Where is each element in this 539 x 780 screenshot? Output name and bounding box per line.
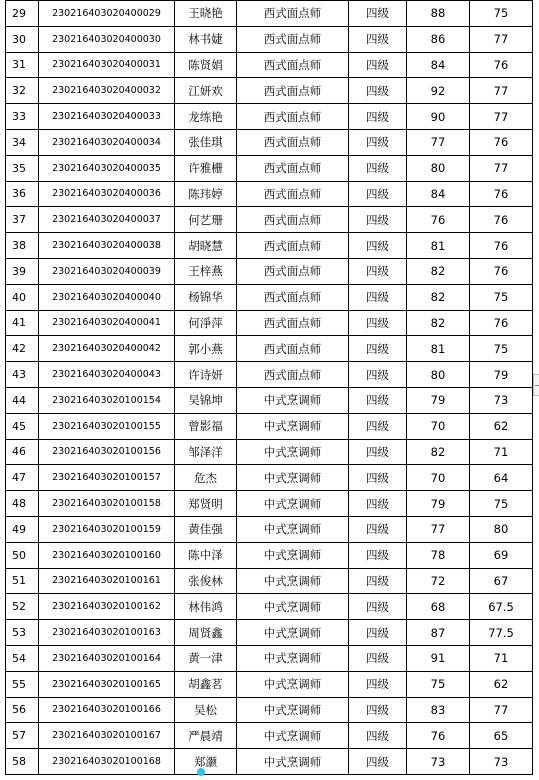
name-cell[interactable]: 严晨靖 [175,723,237,749]
table-row [6,723,533,749]
name-cell[interactable]: 陈中泽 [175,542,237,568]
exam-id-cell[interactable]: 230216403020400042 [39,336,175,362]
theory-score-cell[interactable]: 82 [407,258,470,284]
occupation-cell[interactable]: 中式烹调师 [237,439,349,465]
table-row [6,129,533,155]
theory-score-cell[interactable]: 76 [407,723,470,749]
occupation-cell[interactable]: 西式面点师 [237,362,349,388]
exam-id-cell[interactable]: 230216403020400033 [39,104,175,130]
exam-id-cell[interactable]: 230216403020400041 [39,310,175,336]
table-row [6,155,533,181]
level-cell[interactable]: 四级 [349,129,407,155]
seq-cell[interactable]: 51 [6,568,39,594]
seq-cell[interactable]: 42 [6,336,39,362]
skill-score-cell[interactable]: 77.5 [470,620,533,646]
occupation-cell[interactable]: 中式烹调师 [237,594,349,620]
table-row [6,26,533,52]
table-row [6,362,533,388]
table-row [6,284,533,310]
seq-cell[interactable]: 45 [6,413,39,439]
seq-cell[interactable]: 38 [6,233,39,259]
level-cell[interactable]: 四级 [349,465,407,491]
score-table-body [6,1,533,775]
seq-cell[interactable]: 31 [6,52,39,78]
theory-score-cell[interactable]: 78 [407,542,470,568]
theory-score-cell[interactable]: 80 [407,155,470,181]
name-cell[interactable]: 许雅栅 [175,155,237,181]
level-cell[interactable]: 四级 [349,207,407,233]
table-row [6,1,533,27]
theory-score-cell[interactable]: 90 [407,104,470,130]
seq-cell[interactable]: 56 [6,697,39,723]
side-scroll-handle[interactable] [533,374,539,396]
theory-score-cell[interactable]: 70 [407,465,470,491]
name-cell[interactable]: 王晓艳 [175,1,237,27]
theory-score-cell[interactable]: 86 [407,26,470,52]
theory-score-cell[interactable]: 75 [407,671,470,697]
table-row [6,181,533,207]
level-cell[interactable]: 四级 [349,362,407,388]
skill-score-cell[interactable]: 67 [470,568,533,594]
name-cell[interactable]: 王梓燕 [175,258,237,284]
skill-score-cell[interactable]: 75 [470,1,533,27]
exam-id-cell[interactable]: 230216403020100168 [39,749,175,775]
table-row [6,52,533,78]
level-cell[interactable]: 四级 [349,258,407,284]
name-cell[interactable]: 郭小燕 [175,336,237,362]
skill-score-cell[interactable]: 77 [470,155,533,181]
theory-score-cell[interactable]: 83 [407,697,470,723]
theory-score-cell[interactable]: 81 [407,233,470,259]
name-cell[interactable]: 吴锦坤 [175,387,237,413]
name-cell[interactable]: 张佳琪 [175,129,237,155]
table-row [6,439,533,465]
theory-score-cell[interactable]: 84 [407,52,470,78]
level-cell[interactable]: 四级 [349,697,407,723]
table-row [6,491,533,517]
table-row [6,310,533,336]
seq-cell[interactable]: 29 [6,1,39,27]
skill-score-cell[interactable]: 71 [470,645,533,671]
occupation-cell[interactable]: 中式烹调师 [237,542,349,568]
skill-score-cell[interactable]: 76 [470,207,533,233]
name-cell[interactable]: 杨锦华 [175,284,237,310]
occupation-cell[interactable]: 中式烹调师 [237,620,349,646]
occupation-cell[interactable]: 中式烹调师 [237,671,349,697]
table-row [6,749,533,775]
table-row [6,568,533,594]
name-cell[interactable]: 曾影福 [175,413,237,439]
level-cell[interactable]: 四级 [349,620,407,646]
seq-cell[interactable]: 40 [6,284,39,310]
table-row [6,671,533,697]
theory-score-cell[interactable]: 68 [407,594,470,620]
level-cell[interactable]: 四级 [349,284,407,310]
level-cell[interactable]: 四级 [349,413,407,439]
table-row [6,258,533,284]
score-table-sheet [5,0,532,775]
level-cell[interactable]: 四级 [349,155,407,181]
theory-score-cell[interactable]: 76 [407,207,470,233]
occupation-cell[interactable]: 西式面点师 [237,104,349,130]
exam-id-cell[interactable]: 230216403020400030 [39,26,175,52]
occupation-cell[interactable]: 西式面点师 [237,336,349,362]
level-cell[interactable]: 四级 [349,491,407,517]
seq-cell[interactable]: 44 [6,387,39,413]
theory-score-cell[interactable]: 77 [407,516,470,542]
skill-score-cell[interactable]: 73 [470,749,533,775]
exam-id-cell[interactable]: 230216403020400038 [39,233,175,259]
name-cell[interactable]: 胡晓慧 [175,233,237,259]
occupation-cell[interactable]: 中式烹调师 [237,387,349,413]
theory-score-cell[interactable]: 87 [407,620,470,646]
level-cell[interactable]: 四级 [349,26,407,52]
level-cell[interactable]: 四级 [349,594,407,620]
level-cell[interactable]: 四级 [349,52,407,78]
seq-cell[interactable]: 54 [6,645,39,671]
skill-score-cell[interactable]: 76 [470,233,533,259]
name-cell[interactable]: 许诗妍 [175,362,237,388]
skill-score-cell[interactable]: 77 [470,78,533,104]
occupation-cell[interactable]: 西式面点师 [237,207,349,233]
table-row [6,620,533,646]
exam-id-cell[interactable]: 230216403020100167 [39,723,175,749]
occupation-cell[interactable]: 中式烹调师 [237,645,349,671]
exam-id-cell[interactable]: 230216403020400037 [39,207,175,233]
table-row [6,387,533,413]
skill-score-cell[interactable]: 62 [470,671,533,697]
occupation-cell[interactable]: 中式烹调师 [237,465,349,491]
theory-score-cell[interactable]: 77 [407,129,470,155]
exam-id-cell[interactable]: 230216403020100165 [39,671,175,697]
seq-cell[interactable]: 55 [6,671,39,697]
skill-score-cell[interactable]: 77 [470,697,533,723]
occupation-cell[interactable]: 西式面点师 [237,258,349,284]
skill-score-cell[interactable]: 77 [470,26,533,52]
name-cell[interactable]: 林书婕 [175,26,237,52]
level-cell[interactable]: 四级 [349,310,407,336]
skill-score-cell[interactable]: 77 [470,104,533,130]
seq-cell[interactable]: 41 [6,310,39,336]
occupation-cell[interactable]: 中式烹调师 [237,568,349,594]
theory-score-cell[interactable]: 82 [407,284,470,310]
cursor-indicator [197,768,205,776]
exam-id-cell[interactable]: 230216403020400035 [39,155,175,181]
theory-score-cell[interactable]: 73 [407,749,470,775]
skill-score-cell[interactable]: 62 [470,413,533,439]
name-cell[interactable]: 危杰 [175,465,237,491]
exam-id-cell[interactable]: 230216403020100159 [39,516,175,542]
seq-cell[interactable]: 53 [6,620,39,646]
table-row [6,645,533,671]
theory-score-cell[interactable]: 79 [407,491,470,517]
skill-score-cell[interactable]: 64 [470,465,533,491]
exam-id-cell[interactable]: 230216403020100163 [39,620,175,646]
seq-cell[interactable]: 39 [6,258,39,284]
name-cell[interactable]: 郑灏 [175,749,237,775]
theory-score-cell[interactable]: 82 [407,439,470,465]
seq-cell[interactable]: 37 [6,207,39,233]
name-cell[interactable]: 周贤鑫 [175,620,237,646]
skill-score-cell[interactable]: 75 [470,336,533,362]
skill-score-cell[interactable]: 69 [470,542,533,568]
occupation-cell[interactable]: 西式面点师 [237,181,349,207]
level-cell[interactable]: 四级 [349,104,407,130]
table-row [6,78,533,104]
exam-id-cell[interactable]: 230216403020400031 [39,52,175,78]
name-cell[interactable]: 郑贤明 [175,491,237,517]
skill-score-cell[interactable]: 65 [470,723,533,749]
table-row [6,594,533,620]
seq-cell[interactable]: 46 [6,439,39,465]
exam-id-cell[interactable]: 230216403020400034 [39,129,175,155]
skill-score-cell[interactable]: 80 [470,516,533,542]
name-cell[interactable]: 何艺珊 [175,207,237,233]
occupation-cell[interactable]: 西式面点师 [237,310,349,336]
exam-id-cell[interactable]: 230216403020400040 [39,284,175,310]
occupation-cell[interactable]: 西式面点师 [237,78,349,104]
exam-id-cell[interactable]: 230216403020100160 [39,542,175,568]
table-row [6,516,533,542]
occupation-cell[interactable]: 中式烹调师 [237,749,349,775]
occupation-cell[interactable]: 西式面点师 [237,233,349,259]
seq-cell[interactable]: 30 [6,26,39,52]
level-cell[interactable]: 四级 [349,439,407,465]
theory-score-cell[interactable]: 80 [407,362,470,388]
seq-cell[interactable]: 49 [6,516,39,542]
level-cell[interactable]: 四级 [349,542,407,568]
occupation-cell[interactable]: 西式面点师 [237,155,349,181]
seq-cell[interactable]: 50 [6,542,39,568]
seq-cell[interactable]: 58 [6,749,39,775]
table-row [6,465,533,491]
theory-score-cell[interactable]: 84 [407,181,470,207]
exam-id-cell[interactable]: 230216403020100154 [39,387,175,413]
occupation-cell[interactable]: 西式面点师 [237,284,349,310]
exam-id-cell[interactable]: 230216403020400039 [39,258,175,284]
level-cell[interactable]: 四级 [349,671,407,697]
skill-score-cell[interactable]: 79 [470,362,533,388]
level-cell[interactable]: 四级 [349,723,407,749]
name-cell[interactable]: 陈贤娟 [175,52,237,78]
theory-score-cell[interactable]: 70 [407,413,470,439]
skill-score-cell[interactable]: 76 [470,52,533,78]
skill-score-cell[interactable]: 67.5 [470,594,533,620]
exam-id-cell[interactable]: 230216403020100162 [39,594,175,620]
exam-id-cell[interactable]: 230216403020400032 [39,78,175,104]
theory-score-cell[interactable]: 92 [407,78,470,104]
name-cell[interactable]: 林伟鸿 [175,594,237,620]
exam-id-cell[interactable]: 230216403020400029 [39,1,175,27]
seq-cell[interactable]: 48 [6,491,39,517]
level-cell[interactable]: 四级 [349,516,407,542]
exam-id-cell[interactable]: 230216403020400036 [39,181,175,207]
table-row [6,697,533,723]
skill-score-cell[interactable]: 76 [470,181,533,207]
exam-id-cell[interactable]: 230216403020100164 [39,645,175,671]
table-row [6,413,533,439]
exam-id-cell[interactable]: 230216403020100166 [39,697,175,723]
occupation-cell[interactable]: 西式面点师 [237,1,349,27]
name-cell[interactable]: 张俊林 [175,568,237,594]
seq-cell[interactable]: 36 [6,181,39,207]
seq-cell[interactable]: 52 [6,594,39,620]
seq-cell[interactable]: 33 [6,104,39,130]
exam-id-cell[interactable]: 230216403020100161 [39,568,175,594]
exam-id-cell[interactable]: 230216403020100155 [39,413,175,439]
level-cell[interactable]: 四级 [349,78,407,104]
skill-score-cell[interactable]: 76 [470,310,533,336]
theory-score-cell[interactable]: 82 [407,310,470,336]
occupation-cell[interactable]: 中式烹调师 [237,697,349,723]
theory-score-cell[interactable]: 91 [407,645,470,671]
name-cell[interactable]: 何淨萍 [175,310,237,336]
skill-score-cell[interactable]: 71 [470,439,533,465]
seq-cell[interactable]: 35 [6,155,39,181]
exam-id-cell[interactable]: 230216403020100158 [39,491,175,517]
occupation-cell[interactable]: 西式面点师 [237,52,349,78]
level-cell[interactable]: 四级 [349,233,407,259]
name-cell[interactable]: 黄佳强 [175,516,237,542]
table-row [6,336,533,362]
name-cell[interactable]: 吴松 [175,697,237,723]
seq-cell[interactable]: 43 [6,362,39,388]
theory-score-cell[interactable]: 81 [407,336,470,362]
exam-id-cell[interactable]: 230216403020400043 [39,362,175,388]
level-cell[interactable]: 四级 [349,645,407,671]
seq-cell[interactable]: 47 [6,465,39,491]
skill-score-cell[interactable]: 76 [470,258,533,284]
table-row [6,233,533,259]
seq-cell[interactable]: 57 [6,723,39,749]
name-cell[interactable]: 胡鑫茗 [175,671,237,697]
name-cell[interactable]: 陈玮婷 [175,181,237,207]
occupation-cell[interactable]: 西式面点师 [237,26,349,52]
exam-id-cell[interactable]: 230216403020100156 [39,439,175,465]
occupation-cell[interactable]: 中式烹调师 [237,723,349,749]
level-cell[interactable]: 四级 [349,1,407,27]
occupation-cell[interactable]: 西式面点师 [237,129,349,155]
table-row [6,542,533,568]
level-cell[interactable]: 四级 [349,181,407,207]
theory-score-cell[interactable]: 72 [407,568,470,594]
name-cell[interactable]: 黄一津 [175,645,237,671]
skill-score-cell[interactable]: 75 [470,491,533,517]
occupation-cell[interactable]: 中式烹调师 [237,413,349,439]
name-cell[interactable]: 江妍欢 [175,78,237,104]
theory-score-cell[interactable]: 88 [407,1,470,27]
skill-score-cell[interactable]: 73 [470,387,533,413]
seq-cell[interactable]: 34 [6,129,39,155]
table-row [6,207,533,233]
name-cell[interactable]: 邹泽洋 [175,439,237,465]
score-table [5,0,533,775]
exam-id-cell[interactable]: 230216403020100157 [39,465,175,491]
seq-cell[interactable]: 32 [6,78,39,104]
table-row [6,104,533,130]
occupation-cell[interactable]: 中式烹调师 [237,516,349,542]
name-cell[interactable]: 龙练艳 [175,104,237,130]
level-cell[interactable]: 四级 [349,387,407,413]
level-cell[interactable]: 四级 [349,568,407,594]
theory-score-cell[interactable]: 79 [407,387,470,413]
skill-score-cell[interactable]: 76 [470,129,533,155]
level-cell[interactable]: 四级 [349,749,407,775]
occupation-cell[interactable]: 中式烹调师 [237,491,349,517]
skill-score-cell[interactable]: 75 [470,284,533,310]
level-cell[interactable]: 四级 [349,336,407,362]
